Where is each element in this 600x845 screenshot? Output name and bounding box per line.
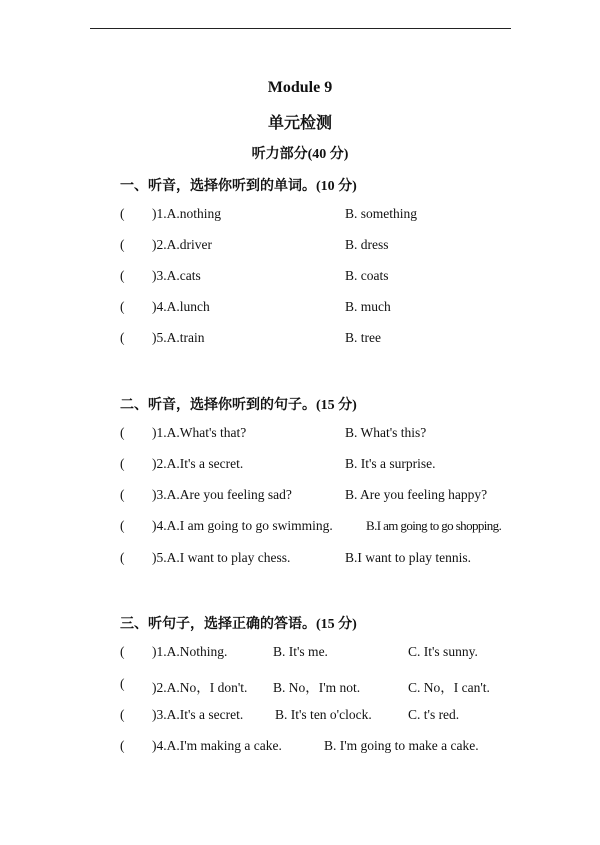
option-b: B. something <box>345 206 418 221</box>
answer-blank[interactable]: ( <box>120 268 125 283</box>
option-a: )5.A.I want to play chess. <box>152 550 291 565</box>
page-subtitle: 单元检测 <box>267 115 332 132</box>
option-b: B. I'm going to make a cake. <box>324 738 479 753</box>
answer-blank[interactable]: ( <box>120 550 125 565</box>
option-c: C. No，I can't. <box>408 680 490 695</box>
section2-item-3 <box>120 487 520 505</box>
option-a: )4.A.I'm making a cake. <box>152 738 282 753</box>
option-a: )5.A.train <box>152 330 205 345</box>
answer-blank[interactable]: ( <box>120 425 125 440</box>
section1-item-3 <box>120 268 520 286</box>
section2-heading: 二、听音，选择你听到的句子。(15 分) <box>120 398 357 413</box>
option-b: B. much <box>345 299 391 314</box>
option-c: C. It's sunny. <box>408 644 478 659</box>
answer-blank[interactable]: ( <box>120 676 125 691</box>
option-a: )3.A.Are you feeling sad? <box>152 487 292 502</box>
option-c: C. t's red. <box>408 707 460 722</box>
option-b: B.I want to play tennis. <box>345 550 471 565</box>
answer-blank[interactable]: ( <box>120 456 125 471</box>
section3-item-3 <box>120 707 520 725</box>
option-a: )2.A.It's a secret. <box>152 456 244 471</box>
part-heading: 听力部分(40 分) <box>251 147 349 162</box>
answer-blank[interactable]: ( <box>120 518 125 533</box>
answer-blank[interactable]: ( <box>120 330 125 345</box>
answer-blank[interactable]: ( <box>120 206 125 221</box>
answer-blank[interactable]: ( <box>120 738 125 753</box>
section3-item-2 <box>120 676 520 694</box>
option-a: )1.A.What's that? <box>152 425 247 440</box>
option-a: )3.A.It's a secret. <box>152 707 244 722</box>
top-rule <box>90 28 511 29</box>
option-b: B. It's a surprise. <box>345 456 436 471</box>
option-b: B. It's ten o'clock. <box>275 707 372 722</box>
option-b: B. No，I'm not. <box>273 680 361 695</box>
section1-item-1 <box>120 206 520 224</box>
option-b: B. coats <box>345 268 389 283</box>
answer-blank[interactable]: ( <box>120 487 125 502</box>
option-a: )3.A.cats <box>152 268 201 283</box>
option-a: )2.A.No，I don't. <box>152 680 248 695</box>
section1-item-5 <box>120 330 520 348</box>
section2-item-5 <box>120 550 520 568</box>
answer-blank[interactable]: ( <box>120 707 125 722</box>
option-a: )2.A.driver <box>152 237 212 252</box>
option-b: B. tree <box>345 330 381 345</box>
option-b: B.I am going to go shopping. <box>366 518 502 533</box>
option-b: B. dress <box>345 237 389 252</box>
section1-item-2 <box>120 237 520 255</box>
answer-blank[interactable]: ( <box>120 644 125 659</box>
option-a: )4.A.I am going to go swimming. <box>152 518 333 533</box>
option-b: B. It's me. <box>273 644 328 659</box>
section2-item-2 <box>120 456 520 474</box>
option-a: )1.A.Nothing. <box>152 644 228 659</box>
option-a: )1.A.nothing <box>152 206 221 221</box>
option-b: B. What's this? <box>345 425 427 440</box>
answer-blank[interactable]: ( <box>120 299 125 314</box>
option-b: B. Are you feeling happy? <box>345 487 488 502</box>
option-a: )4.A.lunch <box>152 299 210 314</box>
section2-item-1 <box>120 425 520 443</box>
section3-item-4 <box>120 738 520 756</box>
page-title: Module 9 <box>267 79 333 96</box>
section2-item-4 <box>120 518 520 536</box>
section3-item-1 <box>120 644 520 662</box>
section1-item-4 <box>120 299 520 317</box>
section3-heading: 三、听句子，选择正确的答语。(15 分) <box>120 617 357 632</box>
answer-blank[interactable]: ( <box>120 237 125 252</box>
section1-heading: 一、听音，选择你听到的单词。(10 分) <box>120 179 357 194</box>
